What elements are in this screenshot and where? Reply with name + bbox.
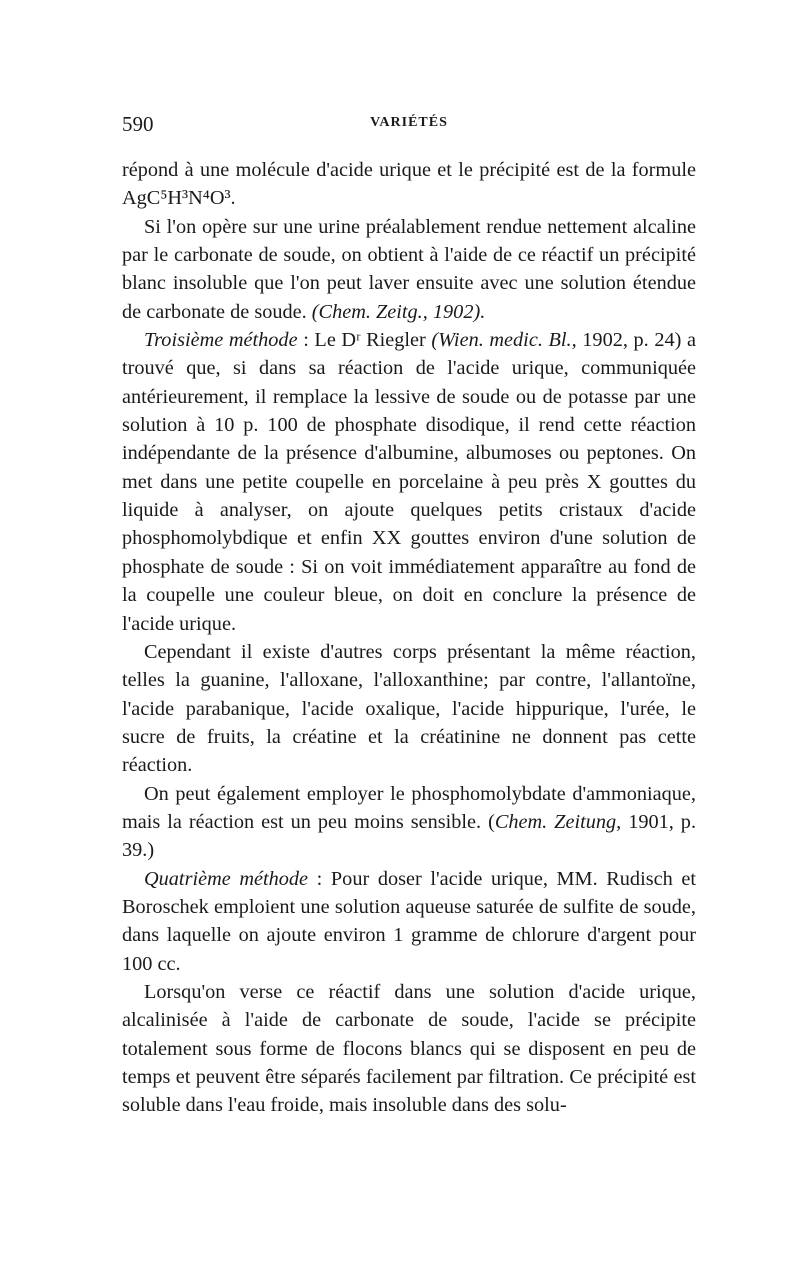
paragraph-4: Cependant il existe d'autres corps présentant la même réaction, telles la guanine, l'alloxane, l'alloxanthine; par contre, l'allantoïne, l'acide parabanique, l'acide oxalique, l'acide hippurique, l'urée, le sucre de fruits, la créatine et la créatinine ne donnent pas cette réaction. — [122, 640, 696, 777]
paragraph-7: Lorsqu'on verse ce réactif dans une solution d'acide urique, alcalinisée à l'aide de carbonate de soude, l'acide se précipite totalement sous forme de flocons blancs qui se disposent en peu de temps et peuvent être séparés facilement par filtration. Ce précipité est soluble dans l'eau froide, mais insoluble dans des solu- — [122, 980, 696, 1117]
citation: Chem. Zeitung, — [494, 810, 622, 833]
section-lead: Quatrième méthode — [144, 867, 309, 890]
citation: (Wien. medic. Bl., — [431, 329, 577, 352]
body-text — [122, 156, 696, 1120]
page-number: 590 — [122, 112, 154, 136]
paragraph-2: Si l'on opère sur une urine préalablement rendue nettement alcaline par le carbonate de soude, on obtient à l'aide de ce réactif un précipité blanc insoluble que l'on peut laver ensuite avec une solution étendue de carbonate de soude. (Chem. Zeitg., 1902). — [122, 215, 696, 323]
section-lead: Troisième méthode — [144, 329, 298, 352]
paragraph-3: Troisième méthode : Le Dʳ Riegler (Wien. medic. Bl., 1902, p. 24) a trouvé que, si dans sa réaction de l'acide urique, communiquée antérieurement, il remplace la lessive de soude ou de potasse par une solution à 10 p. 100 de phosphate disodique, il rend cette réaction indépendante de la présence d'albumine, albumoses ou peptones. On met dans une petite coupelle en porcelaine à peu près X gouttes du liquide à analyser, on ajoute quelques petits cristaux d'acide phosphomolybdique et enfin XX gouttes environ d'une solution de phosphate de soude : Si on voit immédiatement apparaître au fond de la coupelle une couleur bleue, on doit en conclure la présence de l'acide urique. — [122, 329, 696, 635]
paragraph-6: Quatrième méthode : Pour doser l'acide urique, MM. Rudisch et Boroschek emploient une solution aqueuse saturée de sulfite de soude, dans laquelle on ajoute environ 1 gramme de chlorure d'argent pour 100 cc. — [122, 867, 696, 975]
citation: (Chem. Zeitg., 1902). — [311, 300, 486, 323]
book-page — [122, 112, 696, 1120]
paragraph-1: répond à une molécule d'acide urique et le précipité est de la formule AgC⁵H³N⁴O³. — [122, 159, 696, 210]
running-head: VARIÉTÉS — [370, 115, 448, 130]
paragraph-5: On peut également employer le phosphomolybdate d'ammoniaque, mais la réaction est un peu moins sensible. (Chem. Zeitung, 1901, p. 39.) — [122, 782, 697, 862]
page-header — [122, 112, 696, 142]
